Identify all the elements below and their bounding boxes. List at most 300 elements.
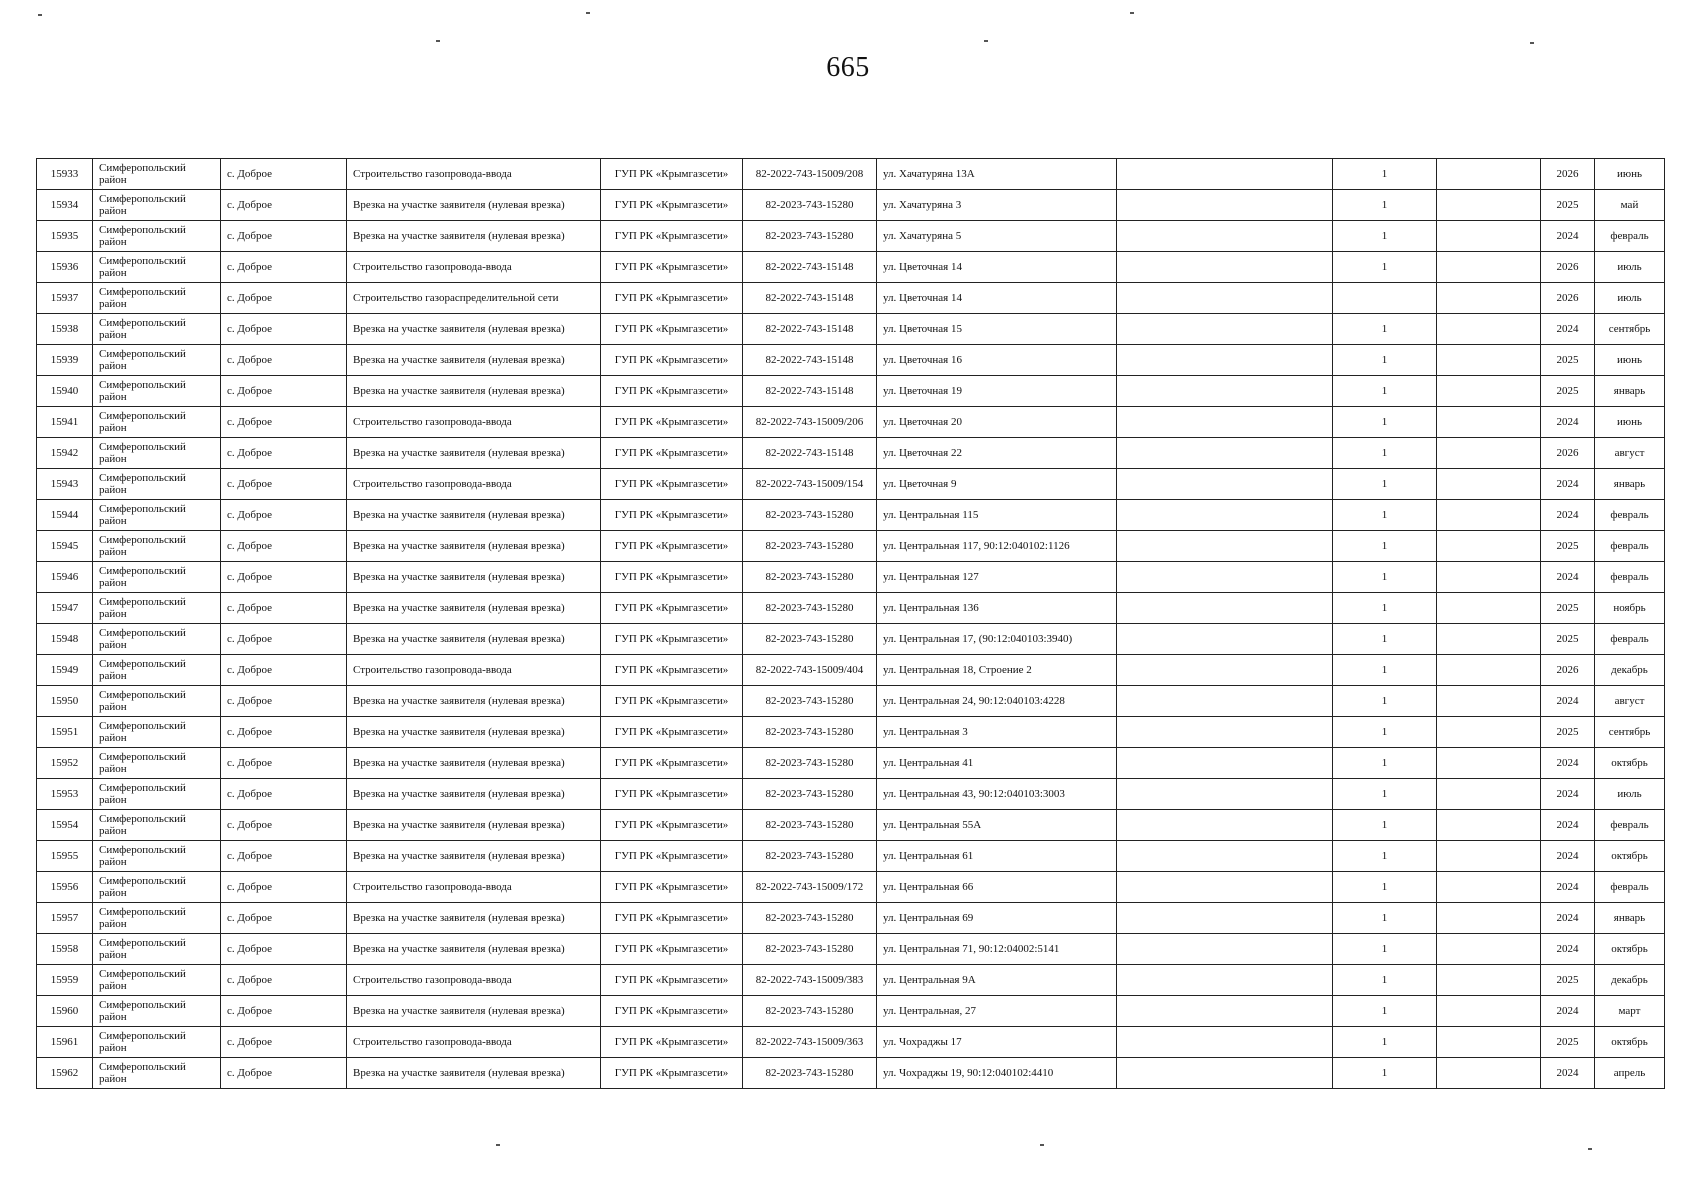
work-type-cell: Врезка на участке заявителя (нулевая врезка): [347, 779, 601, 810]
district-cell: Симферопольский район: [93, 996, 221, 1027]
district-cell: Симферопольский район: [93, 779, 221, 810]
quantity-cell: 1: [1333, 934, 1437, 965]
district-cell: Симферопольский район: [93, 748, 221, 779]
table-row: [37, 469, 1665, 500]
table-row: [37, 221, 1665, 252]
village-cell: с. Доброе: [221, 810, 347, 841]
village-cell: с. Доброе: [221, 562, 347, 593]
district-cell: Симферопольский район: [93, 717, 221, 748]
empty-cell: [1117, 748, 1333, 779]
quantity-cell: 1: [1333, 593, 1437, 624]
organization-cell: ГУП РК «Крымгазсети»: [601, 903, 743, 934]
table-row: [37, 314, 1665, 345]
month-cell: март: [1595, 996, 1665, 1027]
village-cell: с. Доброе: [221, 531, 347, 562]
district-cell: Симферопольский район: [93, 500, 221, 531]
month-cell: август: [1595, 686, 1665, 717]
row-number: 15939: [37, 345, 93, 376]
table-body: [37, 159, 1665, 1089]
month-cell: сентябрь: [1595, 314, 1665, 345]
empty-cell: [1117, 841, 1333, 872]
organization-cell: ГУП РК «Крымгазсети»: [601, 500, 743, 531]
village-cell: с. Доброе: [221, 593, 347, 624]
quantity-cell: 1: [1333, 1058, 1437, 1089]
table-row: [37, 407, 1665, 438]
empty-cell: [1437, 748, 1541, 779]
row-number: 15945: [37, 531, 93, 562]
table-row: [37, 686, 1665, 717]
year-cell: 2024: [1541, 500, 1595, 531]
empty-cell: [1437, 934, 1541, 965]
village-cell: с. Доброе: [221, 934, 347, 965]
empty-cell: [1437, 655, 1541, 686]
organization-cell: ГУП РК «Крымгазсети»: [601, 593, 743, 624]
year-cell: 2026: [1541, 655, 1595, 686]
program-code-cell: 82-2023-743-15280: [743, 221, 877, 252]
work-type-cell: Врезка на участке заявителя (нулевая врезка): [347, 562, 601, 593]
district-cell: Симферопольский район: [93, 345, 221, 376]
row-number: 15938: [37, 314, 93, 345]
year-cell: 2026: [1541, 283, 1595, 314]
address-cell: ул. Центральная 71, 90:12:04002:5141: [877, 934, 1117, 965]
quantity-cell: 1: [1333, 376, 1437, 407]
empty-cell: [1437, 252, 1541, 283]
scan-speck: [586, 12, 590, 14]
empty-cell: [1117, 221, 1333, 252]
quantity-cell: 1: [1333, 779, 1437, 810]
program-code-cell: 82-2022-743-15009/404: [743, 655, 877, 686]
organization-cell: ГУП РК «Крымгазсети»: [601, 252, 743, 283]
table-row: [37, 934, 1665, 965]
work-type-cell: Врезка на участке заявителя (нулевая врезка): [347, 903, 601, 934]
district-cell: Симферопольский район: [93, 686, 221, 717]
quantity-cell: 1: [1333, 531, 1437, 562]
address-cell: ул. Центральная 9А: [877, 965, 1117, 996]
table-row: [37, 717, 1665, 748]
row-number: 15943: [37, 469, 93, 500]
district-cell: Симферопольский район: [93, 252, 221, 283]
program-code-cell: 82-2023-743-15280: [743, 810, 877, 841]
quantity-cell: 1: [1333, 469, 1437, 500]
village-cell: с. Доброе: [221, 314, 347, 345]
row-number: 15956: [37, 872, 93, 903]
gasification-table: [36, 158, 1665, 1089]
work-type-cell: Строительство газопровода-ввода: [347, 872, 601, 903]
address-cell: ул. Центральная 43, 90:12:040103:3003: [877, 779, 1117, 810]
program-code-cell: 82-2023-743-15280: [743, 903, 877, 934]
year-cell: 2025: [1541, 190, 1595, 221]
district-cell: Симферопольский район: [93, 531, 221, 562]
row-number: 15957: [37, 903, 93, 934]
work-type-cell: Врезка на участке заявителя (нулевая врезка): [347, 1058, 601, 1089]
district-cell: Симферопольский район: [93, 407, 221, 438]
month-cell: июнь: [1595, 407, 1665, 438]
address-cell: ул. Цветочная 14: [877, 252, 1117, 283]
row-number: 15933: [37, 159, 93, 190]
month-cell: февраль: [1595, 221, 1665, 252]
month-cell: октябрь: [1595, 934, 1665, 965]
village-cell: с. Доброе: [221, 159, 347, 190]
district-cell: Симферопольский район: [93, 314, 221, 345]
table-row: [37, 779, 1665, 810]
empty-cell: [1437, 593, 1541, 624]
table-row: [37, 562, 1665, 593]
district-cell: Симферопольский район: [93, 934, 221, 965]
work-type-cell: Врезка на участке заявителя (нулевая врезка): [347, 314, 601, 345]
work-type-cell: Строительство газопровода-ввода: [347, 252, 601, 283]
year-cell: 2025: [1541, 624, 1595, 655]
program-code-cell: 82-2022-743-15148: [743, 252, 877, 283]
empty-cell: [1437, 965, 1541, 996]
empty-cell: [1117, 903, 1333, 934]
empty-cell: [1437, 562, 1541, 593]
empty-cell: [1117, 810, 1333, 841]
row-number: 15949: [37, 655, 93, 686]
row-number: 15961: [37, 1027, 93, 1058]
table-row: [37, 996, 1665, 1027]
organization-cell: ГУП РК «Крымгазсети»: [601, 624, 743, 655]
year-cell: 2025: [1541, 1027, 1595, 1058]
address-cell: ул. Центральная 17, (90:12:040103:3940): [877, 624, 1117, 655]
district-cell: Симферопольский район: [93, 221, 221, 252]
program-code-cell: 82-2023-743-15280: [743, 717, 877, 748]
quantity-cell: 1: [1333, 686, 1437, 717]
district-cell: Симферопольский район: [93, 841, 221, 872]
work-type-cell: Строительство газопровода-ввода: [347, 469, 601, 500]
organization-cell: ГУП РК «Крымгазсети»: [601, 1027, 743, 1058]
year-cell: 2026: [1541, 252, 1595, 283]
district-cell: Симферопольский район: [93, 810, 221, 841]
village-cell: с. Доброе: [221, 872, 347, 903]
year-cell: 2024: [1541, 872, 1595, 903]
table-row: [37, 655, 1665, 686]
month-cell: октябрь: [1595, 841, 1665, 872]
year-cell: 2024: [1541, 934, 1595, 965]
scan-speck: [1530, 42, 1534, 44]
program-code-cell: 82-2022-743-15148: [743, 376, 877, 407]
year-cell: 2025: [1541, 965, 1595, 996]
empty-cell: [1117, 872, 1333, 903]
program-code-cell: 82-2023-743-15280: [743, 1058, 877, 1089]
organization-cell: ГУП РК «Крымгазсети»: [601, 810, 743, 841]
address-cell: ул. Цветочная 14: [877, 283, 1117, 314]
empty-cell: [1117, 407, 1333, 438]
table-row: [37, 500, 1665, 531]
district-cell: Симферопольский район: [93, 872, 221, 903]
work-type-cell: Врезка на участке заявителя (нулевая врезка): [347, 841, 601, 872]
year-cell: 2024: [1541, 779, 1595, 810]
month-cell: февраль: [1595, 562, 1665, 593]
program-code-cell: 82-2022-743-15009/154: [743, 469, 877, 500]
scan-speck: [984, 40, 988, 42]
empty-cell: [1437, 190, 1541, 221]
row-number: 15953: [37, 779, 93, 810]
quantity-cell: 1: [1333, 624, 1437, 655]
work-type-cell: Врезка на участке заявителя (нулевая врезка): [347, 376, 601, 407]
quantity-cell: 1: [1333, 314, 1437, 345]
row-number: 15934: [37, 190, 93, 221]
empty-cell: [1437, 283, 1541, 314]
month-cell: октябрь: [1595, 748, 1665, 779]
organization-cell: ГУП РК «Крымгазсети»: [601, 469, 743, 500]
address-cell: ул. Чохраджы 17: [877, 1027, 1117, 1058]
organization-cell: ГУП РК «Крымгазсети»: [601, 376, 743, 407]
month-cell: ноябрь: [1595, 593, 1665, 624]
program-code-cell: 82-2022-743-15009/363: [743, 1027, 877, 1058]
empty-cell: [1437, 159, 1541, 190]
quantity-cell: 1: [1333, 748, 1437, 779]
quantity-cell: 1: [1333, 438, 1437, 469]
organization-cell: ГУП РК «Крымгазсети»: [601, 283, 743, 314]
month-cell: апрель: [1595, 1058, 1665, 1089]
work-type-cell: Врезка на участке заявителя (нулевая врезка): [347, 624, 601, 655]
row-number: 15950: [37, 686, 93, 717]
organization-cell: ГУП РК «Крымгазсети»: [601, 996, 743, 1027]
organization-cell: ГУП РК «Крымгазсети»: [601, 562, 743, 593]
empty-cell: [1117, 469, 1333, 500]
empty-cell: [1117, 252, 1333, 283]
program-code-cell: 82-2023-743-15280: [743, 686, 877, 717]
program-code-cell: 82-2022-743-15009/208: [743, 159, 877, 190]
year-cell: 2025: [1541, 717, 1595, 748]
empty-cell: [1437, 469, 1541, 500]
row-number: 15952: [37, 748, 93, 779]
table-row: [37, 841, 1665, 872]
district-cell: Симферопольский район: [93, 562, 221, 593]
empty-cell: [1437, 1058, 1541, 1089]
organization-cell: ГУП РК «Крымгазсети»: [601, 748, 743, 779]
program-code-cell: 82-2022-743-15148: [743, 314, 877, 345]
year-cell: 2025: [1541, 593, 1595, 624]
quantity-cell: 1: [1333, 252, 1437, 283]
address-cell: ул. Центральная 69: [877, 903, 1117, 934]
empty-cell: [1437, 841, 1541, 872]
district-cell: Симферопольский район: [93, 469, 221, 500]
address-cell: ул. Цветочная 16: [877, 345, 1117, 376]
address-cell: ул. Центральная 41: [877, 748, 1117, 779]
work-type-cell: Строительство газопровода-ввода: [347, 965, 601, 996]
program-code-cell: 82-2023-743-15280: [743, 531, 877, 562]
program-code-cell: 82-2023-743-15280: [743, 190, 877, 221]
organization-cell: ГУП РК «Крымгазсети»: [601, 314, 743, 345]
quantity-cell: 1: [1333, 221, 1437, 252]
quantity-cell: 1: [1333, 562, 1437, 593]
program-code-cell: 82-2022-743-15148: [743, 438, 877, 469]
empty-cell: [1437, 314, 1541, 345]
district-cell: Симферопольский район: [93, 283, 221, 314]
program-code-cell: 82-2023-743-15280: [743, 841, 877, 872]
row-number: 15951: [37, 717, 93, 748]
table-row: [37, 1058, 1665, 1089]
empty-cell: [1117, 593, 1333, 624]
district-cell: Симферопольский район: [93, 1027, 221, 1058]
empty-cell: [1117, 686, 1333, 717]
work-type-cell: Врезка на участке заявителя (нулевая врезка): [347, 345, 601, 376]
program-code-cell: 82-2023-743-15280: [743, 624, 877, 655]
empty-cell: [1437, 221, 1541, 252]
year-cell: 2024: [1541, 903, 1595, 934]
table-row: [37, 345, 1665, 376]
month-cell: январь: [1595, 903, 1665, 934]
year-cell: 2024: [1541, 810, 1595, 841]
table-row: [37, 965, 1665, 996]
year-cell: 2024: [1541, 314, 1595, 345]
empty-cell: [1117, 190, 1333, 221]
work-type-cell: Врезка на участке заявителя (нулевая врезка): [347, 748, 601, 779]
empty-cell: [1117, 965, 1333, 996]
empty-cell: [1117, 1027, 1333, 1058]
year-cell: 2024: [1541, 996, 1595, 1027]
empty-cell: [1117, 717, 1333, 748]
empty-cell: [1117, 345, 1333, 376]
month-cell: январь: [1595, 376, 1665, 407]
village-cell: с. Доброе: [221, 190, 347, 221]
address-cell: ул. Центральная 61: [877, 841, 1117, 872]
village-cell: с. Доброе: [221, 376, 347, 407]
program-code-cell: 82-2022-743-15009/206: [743, 407, 877, 438]
empty-cell: [1437, 531, 1541, 562]
scan-speck: [496, 1144, 500, 1146]
quantity-cell: 1: [1333, 190, 1437, 221]
table-row: [37, 438, 1665, 469]
month-cell: июнь: [1595, 159, 1665, 190]
quantity-cell: 1: [1333, 965, 1437, 996]
address-cell: ул. Центральная 127: [877, 562, 1117, 593]
quantity-cell: 1: [1333, 996, 1437, 1027]
village-cell: с. Доброе: [221, 407, 347, 438]
address-cell: ул. Цветочная 9: [877, 469, 1117, 500]
row-number: 15936: [37, 252, 93, 283]
empty-cell: [1437, 779, 1541, 810]
program-code-cell: 82-2023-743-15280: [743, 748, 877, 779]
work-type-cell: Врезка на участке заявителя (нулевая врезка): [347, 717, 601, 748]
village-cell: с. Доброе: [221, 655, 347, 686]
empty-cell: [1117, 438, 1333, 469]
empty-cell: [1437, 345, 1541, 376]
month-cell: январь: [1595, 469, 1665, 500]
year-cell: 2024: [1541, 1058, 1595, 1089]
row-number: 15962: [37, 1058, 93, 1089]
empty-cell: [1117, 500, 1333, 531]
year-cell: 2024: [1541, 748, 1595, 779]
organization-cell: ГУП РК «Крымгазсети»: [601, 190, 743, 221]
quantity-cell: 1: [1333, 717, 1437, 748]
address-cell: ул. Цветочная 15: [877, 314, 1117, 345]
table-row: [37, 810, 1665, 841]
organization-cell: ГУП РК «Крымгазсети»: [601, 159, 743, 190]
address-cell: ул. Центральная, 27: [877, 996, 1117, 1027]
year-cell: 2024: [1541, 221, 1595, 252]
village-cell: с. Доброе: [221, 717, 347, 748]
empty-cell: [1437, 407, 1541, 438]
row-number: 15944: [37, 500, 93, 531]
table-row: [37, 624, 1665, 655]
empty-cell: [1437, 1027, 1541, 1058]
program-code-cell: 82-2023-743-15280: [743, 500, 877, 531]
address-cell: ул. Центральная 117, 90:12:040102:1126: [877, 531, 1117, 562]
district-cell: Симферопольский район: [93, 655, 221, 686]
address-cell: ул. Центральная 115: [877, 500, 1117, 531]
quantity-cell: 1: [1333, 407, 1437, 438]
village-cell: с. Доброе: [221, 1058, 347, 1089]
month-cell: февраль: [1595, 500, 1665, 531]
empty-cell: [1117, 624, 1333, 655]
work-type-cell: Врезка на участке заявителя (нулевая врезка): [347, 996, 601, 1027]
work-type-cell: Врезка на участке заявителя (нулевая врезка): [347, 221, 601, 252]
organization-cell: ГУП РК «Крымгазсети»: [601, 1058, 743, 1089]
village-cell: с. Доброе: [221, 438, 347, 469]
program-code-cell: 82-2023-743-15280: [743, 779, 877, 810]
village-cell: с. Доброе: [221, 841, 347, 872]
district-cell: Симферопольский район: [93, 624, 221, 655]
row-number: 15960: [37, 996, 93, 1027]
village-cell: с. Доброе: [221, 903, 347, 934]
empty-cell: [1117, 376, 1333, 407]
organization-cell: ГУП РК «Крымгазсети»: [601, 438, 743, 469]
scan-speck: [436, 40, 440, 42]
organization-cell: ГУП РК «Крымгазсети»: [601, 221, 743, 252]
quantity-cell: [1333, 283, 1437, 314]
village-cell: с. Доброе: [221, 686, 347, 717]
program-code-cell: 82-2022-743-15009/383: [743, 965, 877, 996]
work-type-cell: Врезка на участке заявителя (нулевая врезка): [347, 810, 601, 841]
table-row: [37, 748, 1665, 779]
village-cell: с. Доброе: [221, 779, 347, 810]
empty-cell: [1117, 159, 1333, 190]
address-cell: ул. Цветочная 22: [877, 438, 1117, 469]
table-row: [37, 1027, 1665, 1058]
month-cell: июль: [1595, 283, 1665, 314]
table-row: [37, 531, 1665, 562]
year-cell: 2025: [1541, 531, 1595, 562]
district-cell: Симферопольский район: [93, 190, 221, 221]
year-cell: 2024: [1541, 562, 1595, 593]
empty-cell: [1117, 655, 1333, 686]
empty-cell: [1437, 624, 1541, 655]
year-cell: 2025: [1541, 376, 1595, 407]
district-cell: Симферопольский район: [93, 159, 221, 190]
village-cell: с. Доброе: [221, 469, 347, 500]
table-row: [37, 376, 1665, 407]
month-cell: февраль: [1595, 810, 1665, 841]
quantity-cell: 1: [1333, 903, 1437, 934]
month-cell: октябрь: [1595, 1027, 1665, 1058]
row-number: 15947: [37, 593, 93, 624]
empty-cell: [1437, 903, 1541, 934]
scan-speck: [1040, 1144, 1044, 1146]
village-cell: с. Доброе: [221, 965, 347, 996]
month-cell: февраль: [1595, 872, 1665, 903]
empty-cell: [1117, 779, 1333, 810]
work-type-cell: Врезка на участке заявителя (нулевая врезка): [347, 438, 601, 469]
village-cell: с. Доброе: [221, 252, 347, 283]
empty-cell: [1437, 872, 1541, 903]
row-number: 15946: [37, 562, 93, 593]
row-number: 15942: [37, 438, 93, 469]
address-cell: ул. Хачатуряна 3: [877, 190, 1117, 221]
program-code-cell: 82-2023-743-15280: [743, 996, 877, 1027]
village-cell: с. Доброе: [221, 996, 347, 1027]
work-type-cell: Строительство газораспределительной сети: [347, 283, 601, 314]
table-row: [37, 252, 1665, 283]
program-code-cell: 82-2022-743-15148: [743, 283, 877, 314]
address-cell: ул. Хачатуряна 5: [877, 221, 1117, 252]
empty-cell: [1437, 438, 1541, 469]
year-cell: 2026: [1541, 438, 1595, 469]
program-code-cell: 82-2022-743-15009/172: [743, 872, 877, 903]
quantity-cell: 1: [1333, 345, 1437, 376]
work-type-cell: Врезка на участке заявителя (нулевая врезка): [347, 934, 601, 965]
